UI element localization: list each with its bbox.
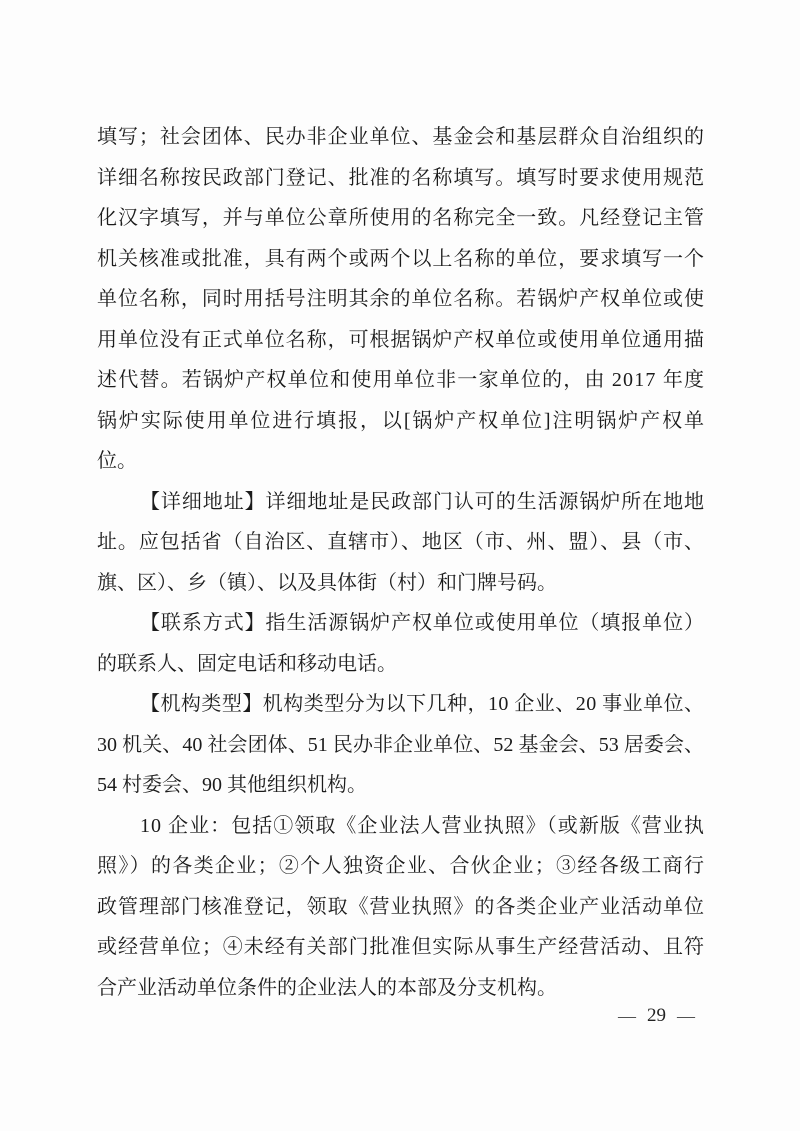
text-line-content: 详细名称按民政部门登记、批准的名称填写。填写时要求使用规范 [97,166,705,189]
text-line [97,684,704,725]
text-line-content: 54 村委会、90 其他组织机构。 [97,774,367,796]
footer-dash-right: — [677,1006,695,1026]
text-line [97,320,704,361]
text-line-content: 旗、区）、乡（镇）、以及具体街（村）和门牌号码。 [97,571,557,594]
text-line [97,765,704,806]
text-line-content: 合产业活动单位条件的企业法人的本部及分支机构。 [97,976,557,999]
text-line [97,846,704,887]
para-detailed-address [97,482,704,604]
page-number: 29 [647,1005,666,1026]
text-line [97,563,704,604]
text-line-content: 【详细地址】详细地址是民政部门认可的生活源锅炉所在地地 [140,490,705,513]
text-line-content: 化汉字填写，并与单位公章所使用的名称完全一致。凡经登记主管 [97,207,705,229]
text-line-content: 单位名称，同时用括号注明其余的单位名称。若锅炉产权单位或使 [97,288,705,310]
text-line [97,360,704,401]
text-line-content: 30 机关、40 社会团体、51 民办非企业单位、52 基金会、53 居委会、 [97,733,705,756]
para-unit-name-rules [97,117,704,482]
text-line [97,806,704,847]
text-line [97,887,704,928]
text-line [97,522,704,563]
text-line-content: 锅炉实际使用单位进行填报，以[锅炉产权单位]注明锅炉产权单 [97,409,706,432]
para-enterprise-definition [97,806,704,1009]
text-line-content: 【机构类型】机构类型分为以下几种，10 企业、20 事业单位、 [140,693,705,715]
text-line [97,644,704,685]
text-line [97,968,704,1009]
text-line [97,401,704,442]
text-line [97,482,704,523]
document-body [97,117,704,1008]
text-line [97,198,704,239]
text-line [97,441,704,482]
text-line-content: 用单位没有正式单位名称，可根据锅炉产权单位或使用单位通用描 [97,328,705,351]
text-line [97,239,704,280]
text-line-content: 述代替。若锅炉产权单位和使用单位非一家单位的，由 2017 年度 [97,369,706,391]
text-line [97,927,704,968]
text-line [97,158,704,199]
text-line-content: 或经营单位；④未经有关部门批准但实际从事生产经营活动、且符 [97,936,705,958]
text-line-content: 照》）的各类企业；②个人独资企业、合伙企业；③经各级工商行 [97,855,706,877]
text-line-content: 10 企业：包括①领取《企业法人营业执照》（或新版《营业执 [140,814,706,837]
text-line-content: 的联系人、固定电话和移动电话。 [97,652,397,675]
text-line [97,117,704,158]
text-line-content: 位。 [97,450,137,472]
text-line-content: 【联系方式】指生活源锅炉产权单位或使用单位（填报单位） [140,612,705,634]
text-line [97,725,704,766]
para-contact-info [97,603,704,684]
text-line [97,279,704,320]
footer-dash-left: — [618,1006,636,1026]
text-line [97,603,704,644]
text-line-content: 机关核准或批准，具有两个或两个以上名称的单位，要求填写一个 [97,247,705,270]
page-footer [618,1004,695,1028]
para-org-type [97,684,704,806]
text-line-content: 址。应包括省（自治区、直辖市）、地区（市、州、盟）、县（市、 [97,531,705,553]
text-line-content: 政管理部门核准登记，领取《营业执照》的各类企业产业活动单位 [97,895,705,918]
text-line-content: 填写；社会团体、民办非企业单位、基金会和基层群众自治组织的 [97,126,705,148]
